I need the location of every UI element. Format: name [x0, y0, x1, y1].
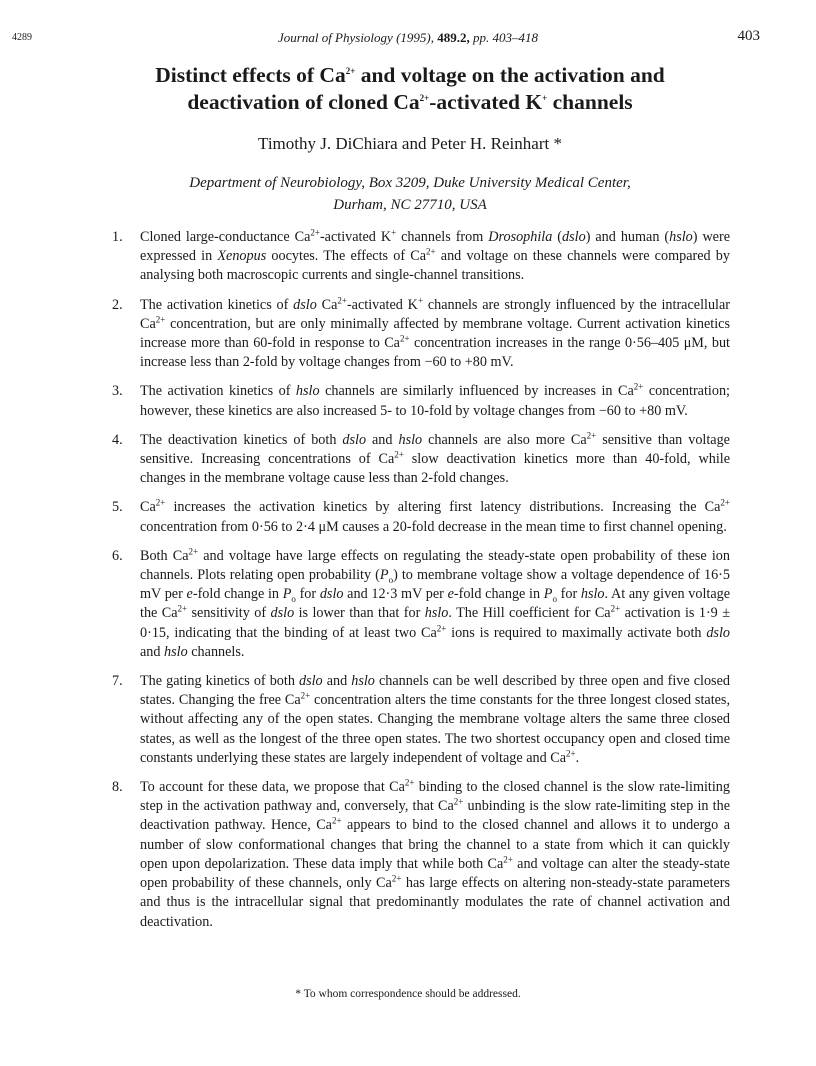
abstract-item-8: 8. To account for these data, we propose that $Ca^{2+}$ binding to the closed channel is the slow rate-limiting step in the activation pathway and, conversely, that $Ca^{2+}$ unbinding is the slow rate-limiting step in the deactivation pathway. Hence, $Ca^{2+}$ appears to bind to the closed channel and allows it to undergo a number of slow conformational changes that bring the channel to a state from which it can quickly open upon depolarization. These data imply that while both $Ca^{2+}$ and voltage can alter the steady-state open probability of these channels, only $Ca^{2+}$ has large effects on altering non-steady-state parameters and thus is the intracellular signal that predominantly modulates the rate of channel activation and deactivation.: [112, 777, 731, 930]
abstract-item-1: 1. Cloned large-conductance $Ca^{2+}$-activated K+ channels from Drosophila (dslo) and human (hslo) were expressed in Xenopus oocytes. The effects of $Ca^{2+}$ and voltage on these channels were compared by analysing both macroscopic currents and single-channel transitions.: [112, 227, 731, 284]
abstract-item-3: 3. The activation kinetics of hslo channels are similarly influenced by increases in $Ca^{2+}$ concentration; however, these kinetics are also increased 5- to 10-fold by voltage changes from −60 to +80 mV.: [112, 381, 730, 419]
paper-title: Distinct effects of $Ca^{2+}$ and voltage on the activation and deactivation of cloned $Ca^{2+}$-activated K+ channels: [155, 63, 665, 114]
item-number: 1.: [112, 229, 123, 245]
affiliation-line-1: Department of Neurobiology, Box 3209, Duke University Medical Center,: [189, 175, 631, 191]
item-number: 6.: [112, 547, 123, 564]
item-number: 5.: [112, 499, 123, 516]
abstract-item-5: 5. $Ca^{2+}$ increases the activation kinetics by altering first latency distributions. Increasing the $Ca^{2+}$ concentration from 0·56 to 2·4 μM causes a 20-fold decrease in the mean time to first channel opening.: [112, 497, 730, 535]
footnote: * To whom correspondence should be addressed.: [295, 988, 521, 1000]
item-number: 3.: [112, 383, 123, 400]
page-header: [0, 28, 816, 48]
authors: Timothy J. DiChiara and Peter H. Reinhart *: [258, 134, 562, 153]
item-number: 2.: [112, 296, 123, 313]
abstract-item-2: 2. The activation kinetics of dslo $Ca^{2+}$-activated K+ channels are strongly influenced by the intracellular $Ca^{2+}$ concentration, but are only minimally affected by membrane voltage. Current activation kinetics increase more than 60-fold in response to $Ca^{2+}$ concentration increases in the range 0·56–405 μM, but increase less than 2-fold by voltage changes from −60 to +80 mV.: [112, 294, 731, 371]
article-id: 4289: [12, 32, 32, 43]
journal-year: (1995),: [396, 30, 434, 45]
item-number: 4.: [112, 431, 123, 448]
item-number: 7.: [112, 673, 123, 690]
abstract-item-6: 6. Both $Ca^{2+}$ and voltage have large effects on regulating the steady-state open probability of these ion channels. Plots relating open probability $(P_o)$ to membrane voltage show a voltage dependence of 16·5 mV per e-fold change in $P_o$ for dslo and 12·3 mV per e-fold change in $P_o$ for hslo. At any given voltage the $Ca^{2+}$ sensitivity of dslo is lower than that for hslo. The Hill coefficient for $Ca^{2+}$ activation is 1·9 ± 0·15, indicating that the binding of at least two $Ca^{2+}$ ions is required to maximally activate both dslo and hslo channels.: [112, 546, 731, 660]
journal-name: Journal of Physiology: [278, 30, 393, 45]
page-number: 403: [737, 28, 760, 44]
affiliation: [60, 172, 760, 216]
journal-pages: pp. 403–418: [473, 30, 538, 45]
abstract: [112, 228, 730, 942]
journal-reference: [0, 30, 816, 46]
abstract-item-7: 7. The gating kinetics of both dslo and hslo channels can be well described by three open and five closed states. Changing the free $Ca^{2+}$ concentration alters the time constants for the three longest closed states, without affecting any of the open states. Changing the membrane voltage alters the same three closed states, as well as the longest of the three open states. The two shortest occupancy open and closed time constants underlying these states are largely independent of voltage and $Ca^{2+}$.: [112, 673, 730, 766]
journal-volume: 489.2,: [437, 30, 470, 45]
affiliation-line-2: Durham, NC 27710, USA: [333, 197, 487, 213]
abstract-item-4: 4. The deactivation kinetics of both dslo and hslo channels are also more $Ca^{2+}$ sensitive than voltage sensitive. Increasing concentrations of $Ca^{2+}$ slow deactivation kinetics more than 40-fold, while changes in the membrane voltage cause less than 2-fold changes.: [112, 430, 730, 487]
item-number: 8.: [112, 779, 123, 796]
